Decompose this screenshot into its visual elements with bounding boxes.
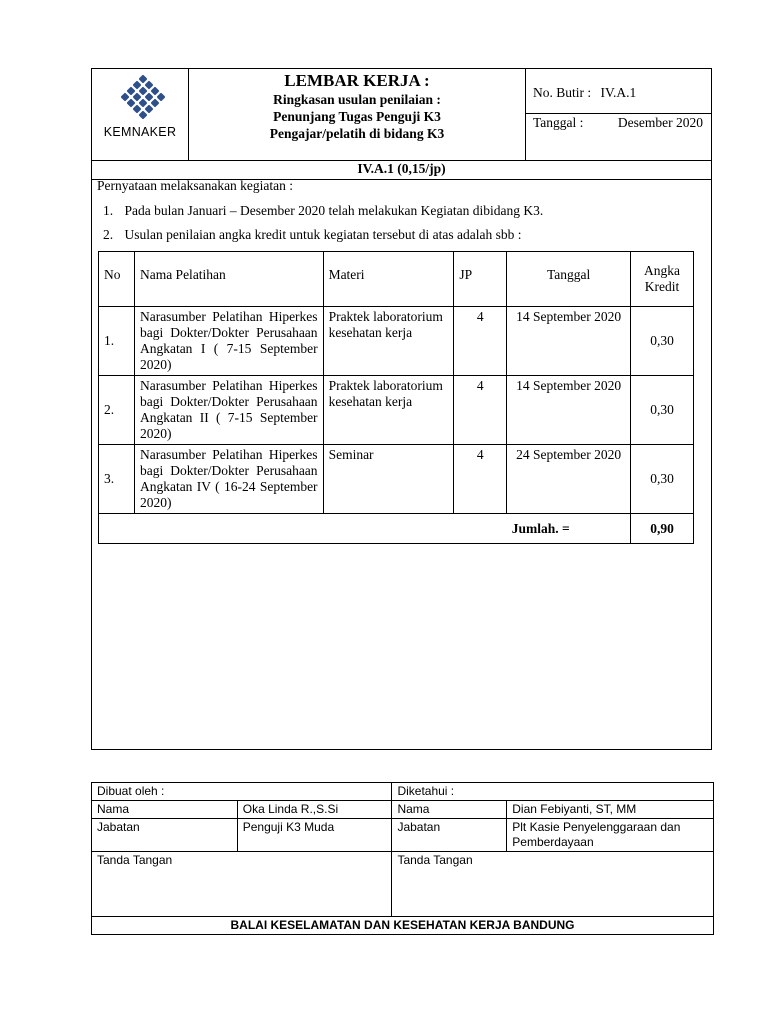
statement-item-1 — [103, 203, 543, 219]
statement-item-2-text: Usulan penilaian angka kredit untuk kegiatan tersebut di atas adalah sbb : — [124, 227, 522, 242]
subtitle-line-2: Penunjang Tugas Penguji K3 — [273, 109, 441, 124]
cell-tanggal: 24 September 2020 — [507, 445, 631, 514]
table-row — [99, 376, 694, 445]
total-value: 0,90 — [631, 514, 694, 544]
statement-item-2-number: 2. — [103, 227, 114, 242]
cell-no: 2. — [99, 376, 135, 445]
cell-jp: 4 — [454, 307, 507, 376]
subtitle-line-1: Ringkasan usulan penilaian : — [273, 92, 441, 107]
left-jabatan-label: Jabatan — [92, 819, 238, 852]
logo-diamond — [126, 86, 135, 95]
cell-nama: Narasumber Pelatihan Hiperkes bagi Dokter/Dokter Perusahaan Angkatan IV ( 16-24 September 2020) — [134, 445, 323, 514]
kemnaker-logo-icon — [113, 73, 173, 123]
cell-nama: Narasumber Pelatihan Hiperkes bagi Dokter/Dokter Perusahaan Angkatan II ( 7-15 September 2020) — [134, 376, 323, 445]
right-tanda-tangan-label: Tanda Tangan — [392, 852, 714, 917]
col-header-nama: Nama Pelatihan — [134, 252, 323, 307]
left-tanda-tangan-label: Tanda Tangan — [92, 852, 392, 917]
col-header-materi: Materi — [323, 252, 454, 307]
statement-item-1-text: Pada bulan Januari – Desember 2020 telah melakukan Kegiatan dibidang K3. — [124, 203, 544, 218]
logo-diamond — [138, 98, 147, 107]
worksheet-form — [91, 68, 712, 750]
right-nama-value: Dian Febiyanti, ST, MM — [507, 801, 714, 819]
cell-materi: Praktek laboratorium kesehatan kerja — [323, 307, 454, 376]
logo-diamond — [132, 104, 141, 113]
col-header-no: No — [99, 252, 135, 307]
diketahui-label: Diketahui : — [392, 783, 714, 801]
subtitle-line-3: Pengajar/pelatih di bidang K3 — [269, 126, 445, 141]
total-label: Jumlah. = — [507, 514, 631, 544]
total-row — [99, 514, 694, 544]
cell-kredit: 0,30 — [631, 307, 694, 376]
tanggal-value: Desember 2020 — [617, 115, 703, 130]
sign-heading-row — [92, 783, 714, 801]
total-spacer — [99, 514, 507, 544]
logo-diamond — [132, 80, 141, 89]
table-row — [99, 445, 694, 514]
tanggal — [533, 115, 703, 131]
logo-diamond — [150, 86, 159, 95]
logo-text: KEMNAKER — [103, 125, 177, 139]
credit-table — [98, 251, 694, 544]
cell-kredit: 0,30 — [631, 445, 694, 514]
logo-diamond — [132, 92, 141, 101]
title-cell — [189, 69, 526, 160]
institution-footer: BALAI KESELAMATAN DAN KESEHATAN KERJA BANDUNG — [92, 917, 714, 935]
sign-nama-row — [92, 801, 714, 819]
logo-diamond — [150, 98, 159, 107]
cell-no: 3. — [99, 445, 135, 514]
col-header-tanggal: Tanggal — [507, 252, 631, 307]
table-header-row — [99, 252, 694, 307]
logo-diamond — [138, 74, 147, 83]
left-jabatan-value: Penguji K3 Muda — [237, 819, 392, 852]
cell-materi: Seminar — [323, 445, 454, 514]
logo-diamond — [126, 98, 135, 107]
col-header-jp: JP — [454, 252, 507, 307]
cell-tanggal: 14 September 2020 — [507, 307, 631, 376]
statement-item-2 — [103, 227, 522, 243]
logo-diamond — [156, 92, 165, 101]
sign-tanda-tangan-row — [92, 852, 714, 917]
statement-item-1-number: 1. — [103, 203, 114, 218]
cell-nama: Narasumber Pelatihan Hiperkes bagi Dokter/Dokter Perusahaan Angkatan I ( 7-15 September 2020) — [134, 307, 323, 376]
no-butir-value: IV.A.1 — [600, 85, 637, 100]
right-nama-label: Nama — [392, 801, 507, 819]
logo-diamond — [144, 80, 153, 89]
item-code: IV.A.1 (0,15/jp) — [92, 160, 711, 180]
right-jabatan-label: Jabatan — [392, 819, 507, 852]
cell-kredit: 0,30 — [631, 376, 694, 445]
cell-jp: 4 — [454, 376, 507, 445]
left-nama-label: Nama — [92, 801, 238, 819]
cell-jp: 4 — [454, 445, 507, 514]
sign-jabatan-row — [92, 819, 714, 852]
page-title: LEMBAR KERJA : — [284, 71, 430, 90]
logo-cell — [92, 69, 189, 160]
cell-materi: Praktek laboratorium kesehatan kerja — [323, 376, 454, 445]
right-jabatan-value: Plt Kasie Penyelenggaraan dan Pemberdayaan — [507, 819, 714, 852]
meta-cell — [526, 69, 711, 160]
logo-diamond — [144, 104, 153, 113]
logo-diamond — [138, 110, 147, 119]
sign-footer-row — [92, 917, 714, 935]
no-butir-label: No. Butir : — [533, 85, 592, 100]
logo-diamond — [138, 86, 147, 95]
no-butir — [533, 85, 703, 101]
cell-no: 1. — [99, 307, 135, 376]
left-nama-value: Oka Linda R.,S.Si — [237, 801, 392, 819]
table-row — [99, 307, 694, 376]
cell-tanggal: 14 September 2020 — [507, 376, 631, 445]
tanggal-label: Tanggal : — [533, 115, 584, 130]
dibuat-oleh-label: Dibuat oleh : — [92, 783, 392, 801]
logo-diamond — [144, 92, 153, 101]
meta-divider — [526, 113, 711, 114]
signature-table — [91, 782, 714, 935]
col-header-kredit: Angka Kredit — [631, 252, 694, 307]
statement-intro: Pernyataan melaksanakan kegiatan : — [97, 178, 294, 193]
logo-diamond — [120, 92, 129, 101]
